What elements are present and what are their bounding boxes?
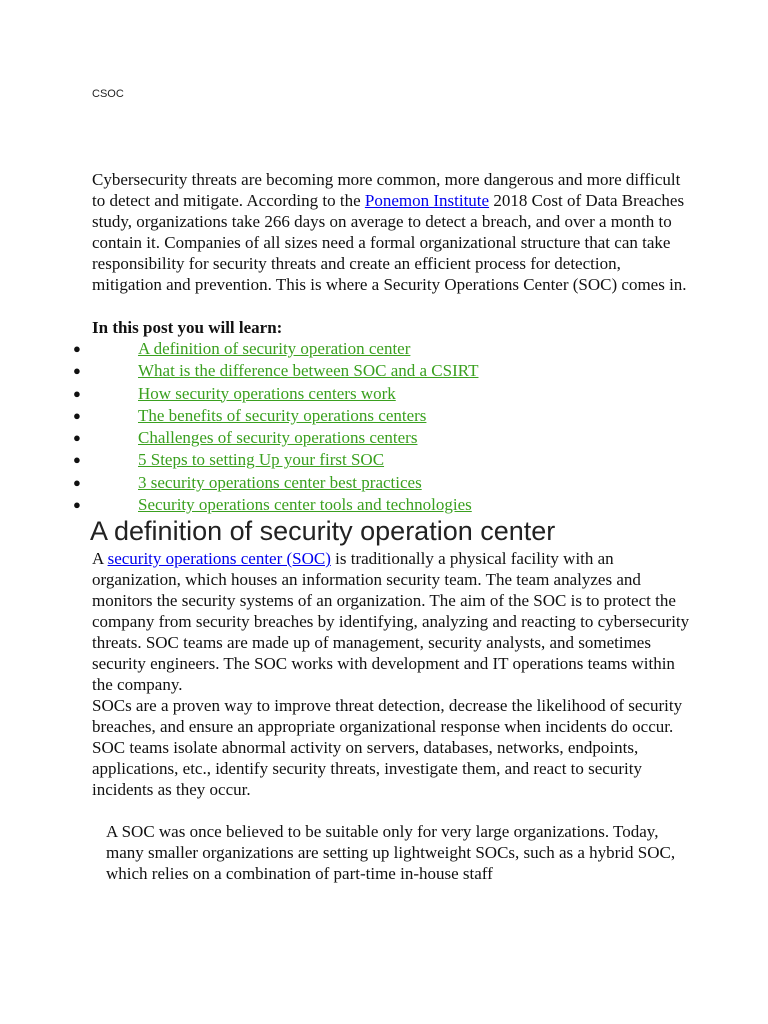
bullet-icon: ● <box>73 474 81 490</box>
toc-link-definition[interactable]: A definition of security operation center <box>138 339 411 358</box>
bullet-icon: ● <box>73 341 81 356</box>
toc-link-five-steps[interactable]: 5 Steps to setting Up your first SOC <box>138 450 385 470</box>
section-paragraph-2: SOCs are a proven way to improve threat detection, decrease the likelihood of security breaches, and ensure an appropriate organizational response when incidents do occur. SOC teams isolate abnormal activity on servers, databases, networks, endpoints, applications, etc., identify security threats, investigate them, and react to security incidents as they occur. <box>92 696 683 799</box>
section-paragraph-3: A SOC was once believed to be suitable only for very large organizations. Today, many smaller organizations are setting up lightweight SOCs, such as a hybrid SOC, which relies on a combination of part-time in-house staff <box>106 822 676 883</box>
bullet-icon: ● <box>73 430 81 446</box>
document-header-label: CSOC <box>92 88 124 100</box>
soc-link[interactable]: security operations center (SOC) <box>107 549 331 568</box>
section-heading: A definition of security operation center <box>90 516 556 546</box>
bullet-icon: ● <box>73 452 81 468</box>
toc-link-soc-vs-csirt[interactable]: What is the difference between SOC and a CSIRT <box>138 361 479 381</box>
intro-paragraph <box>92 169 692 295</box>
toc-item <box>0 338 768 360</box>
bullet-icon: ● <box>73 363 81 379</box>
bullet-icon: ● <box>73 497 81 513</box>
intro-text-end: 2018 Cost of Data Breaches study, organizations take 266 days on average to detect a breach, and over a month to contain it. Companies of all sizes need a formal organizational structure that can take responsibility for security threats and create an efficient process for detection, mitigation and prevention. This is where a Security Operations Center (SOC) comes in. <box>92 191 687 294</box>
toc-link-how-socs-work[interactable]: How security operations centers work <box>138 383 396 403</box>
toc-item <box>0 405 768 427</box>
section-body <box>92 548 692 884</box>
toc-item <box>0 449 768 471</box>
bullet-icon: ● <box>73 385 81 401</box>
learn-title: In this post you will learn: <box>92 318 283 337</box>
paragraph-spacer <box>92 800 692 821</box>
table-of-contents <box>0 338 768 516</box>
toc-link-tools[interactable]: Security operations center tools and technologies <box>138 495 472 515</box>
section-paragraph-1 <box>92 548 692 695</box>
toc-item <box>0 427 768 449</box>
ponemon-institute-link[interactable]: Ponemon Institute <box>364 191 490 210</box>
toc-link-best-practices[interactable]: 3 security operations center best practices <box>138 472 422 492</box>
intro-text-start: Cybersecurity threats are becoming more common, more dangerous and more difficult to detect and mitigate. According to the <box>92 170 681 210</box>
toc-item <box>0 383 768 405</box>
toc-item <box>0 472 768 494</box>
toc-item <box>0 360 768 382</box>
toc-link-challenges[interactable]: Challenges of security operations centers <box>138 428 418 448</box>
bullet-icon: ● <box>73 407 81 423</box>
paragraph-1-text: is traditionally a physical facility with an organization, which houses an information security team. The team analyzes and monitors the security systems of an organization. The aim of the SOC is to protect the company from security breaches by identifying, analyzing and reacting to cybersecurity threats. SOC teams are made up of management, security analysts, and sometimes security engineers. The SOC works with development and IT operations teams within the company. <box>92 549 690 694</box>
toc-link-benefits[interactable]: The benefits of security operations centers <box>138 405 427 425</box>
paragraph-1-prefix: A <box>92 549 108 568</box>
